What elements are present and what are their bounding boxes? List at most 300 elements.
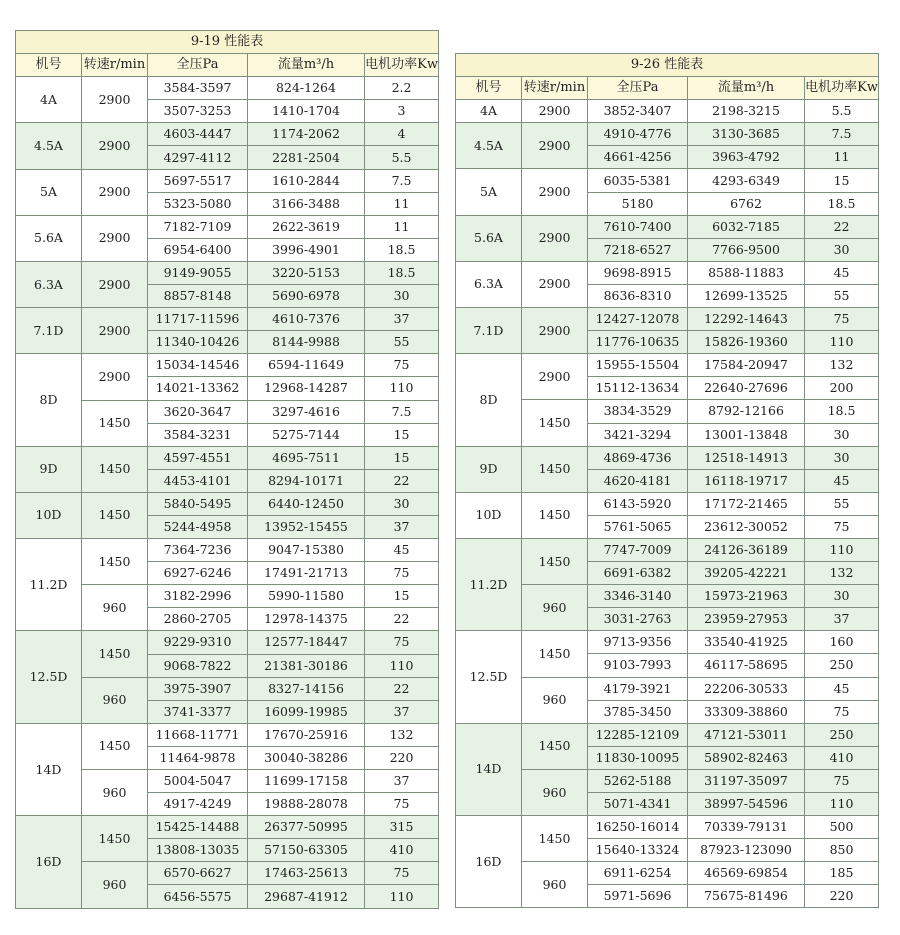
model-cell: 9D (16, 446, 82, 492)
table-title-row (16, 31, 439, 54)
flow-cell: 38997-54596 (688, 793, 805, 816)
power-cell: 75 (805, 769, 879, 792)
power-cell: 45 (805, 261, 879, 284)
pressure-cell: 7747-7009 (588, 538, 688, 561)
column-header: 流量m³/h (248, 54, 365, 77)
model-cell: 5A (456, 169, 522, 215)
table-row (456, 100, 879, 123)
power-cell: 75 (365, 354, 439, 377)
speed-cell: 2900 (82, 354, 148, 400)
model-cell: 16D (16, 816, 82, 908)
pressure-cell: 4620-4181 (588, 469, 688, 492)
pressure-cell: 4869-4736 (588, 446, 688, 469)
column-header: 流量m³/h (688, 77, 805, 100)
flow-cell: 8327-14156 (248, 677, 365, 700)
power-cell: 37 (365, 700, 439, 723)
power-cell: 410 (805, 746, 879, 769)
speed-cell: 1450 (82, 400, 148, 446)
power-cell: 110 (365, 377, 439, 400)
power-cell: 45 (805, 469, 879, 492)
power-cell: 2.2 (365, 77, 439, 100)
power-cell: 220 (365, 746, 439, 769)
power-cell: 5.5 (805, 100, 879, 123)
table-row (16, 123, 439, 146)
table-row (456, 631, 879, 654)
flow-cell: 19888-28078 (248, 793, 365, 816)
flow-cell: 11699-17158 (248, 770, 365, 793)
pressure-cell: 3507-3253 (148, 100, 248, 123)
power-cell: 185 (805, 862, 879, 885)
flow-cell: 6032-7185 (688, 215, 805, 238)
flow-cell: 22206-30533 (688, 677, 805, 700)
flow-cell: 3996-4901 (248, 238, 365, 261)
column-header: 全压Pa (148, 54, 248, 77)
power-cell: 18.5 (805, 192, 879, 215)
pressure-cell: 4597-4551 (148, 446, 248, 469)
power-cell: 30 (805, 585, 879, 608)
speed-cell: 2900 (82, 169, 148, 215)
pressure-cell: 15425-14488 (148, 816, 248, 839)
speed-cell: 1450 (522, 723, 588, 769)
pressure-cell: 11668-11771 (148, 723, 248, 746)
flow-cell: 6440-12450 (248, 492, 365, 515)
pressure-cell: 5323-5080 (148, 192, 248, 215)
speed-cell: 2900 (522, 100, 588, 123)
flow-cell: 8588-11883 (688, 261, 805, 284)
pressure-cell: 6143-5920 (588, 492, 688, 515)
table-row (456, 215, 879, 238)
speed-cell: 2900 (82, 77, 148, 123)
column-header: 转速r/min (82, 54, 148, 77)
speed-cell: 2900 (522, 308, 588, 354)
power-cell: 7.5 (365, 169, 439, 192)
flow-cell: 7766-9500 (688, 238, 805, 261)
column-header: 全压Pa (588, 77, 688, 100)
model-cell: 10D (456, 492, 522, 538)
power-cell: 22 (365, 469, 439, 492)
power-cell: 110 (805, 538, 879, 561)
model-cell: 6.3A (456, 261, 522, 307)
power-cell: 315 (365, 816, 439, 839)
pressure-cell: 12427-12078 (588, 308, 688, 331)
power-cell: 11 (365, 192, 439, 215)
pressure-cell: 4453-4101 (148, 469, 248, 492)
flow-cell: 58902-82463 (688, 746, 805, 769)
speed-cell: 2900 (522, 169, 588, 215)
pressure-cell: 4603-4447 (148, 123, 248, 146)
power-cell: 22 (365, 677, 439, 700)
pressure-cell: 6570-6627 (148, 862, 248, 885)
pressure-cell: 3852-3407 (588, 100, 688, 123)
pressure-cell: 9698-8915 (588, 261, 688, 284)
pressure-cell: 9068-7822 (148, 654, 248, 677)
pressure-cell: 9103-7993 (588, 654, 688, 677)
flow-cell: 3220-5153 (248, 261, 365, 284)
pressure-cell: 15955-15504 (588, 354, 688, 377)
power-cell: 30 (805, 423, 879, 446)
flow-cell: 12968-14287 (248, 377, 365, 400)
table-row (456, 538, 879, 561)
power-cell: 75 (365, 862, 439, 885)
power-cell: 30 (365, 285, 439, 308)
pressure-cell: 4910-4776 (588, 123, 688, 146)
flow-cell: 3166-3488 (248, 192, 365, 215)
header-row (456, 77, 879, 100)
power-cell: 22 (805, 215, 879, 238)
pressure-cell: 5180 (588, 192, 688, 215)
power-cell: 110 (365, 654, 439, 677)
table-row (16, 631, 439, 654)
flow-cell: 8792-12166 (688, 400, 805, 423)
flow-cell: 15973-21963 (688, 585, 805, 608)
model-cell: 10D (16, 492, 82, 538)
pressure-cell: 8636-8310 (588, 284, 688, 307)
flow-cell: 29687-41912 (248, 885, 365, 908)
pressure-cell: 3421-3294 (588, 423, 688, 446)
pressure-cell: 6456-5575 (148, 885, 248, 908)
speed-cell: 1450 (82, 723, 148, 769)
flow-cell: 2622-3619 (248, 215, 365, 238)
column-header: 电机功率Kw (365, 54, 439, 77)
pressure-cell: 9149-9055 (148, 261, 248, 284)
table-row (456, 723, 879, 746)
flow-cell: 46117-58695 (688, 654, 805, 677)
pressure-cell: 3346-3140 (588, 585, 688, 608)
model-cell: 5.6A (456, 215, 522, 261)
pressure-cell: 14021-13362 (148, 377, 248, 400)
model-cell: 4.5A (456, 123, 522, 169)
flow-cell: 16118-19717 (688, 469, 805, 492)
power-cell: 37 (365, 515, 439, 538)
speed-cell: 2900 (522, 261, 588, 307)
flow-cell: 23959-27953 (688, 608, 805, 631)
table-row (16, 215, 439, 238)
power-cell: 18.5 (365, 238, 439, 261)
power-cell: 30 (365, 492, 439, 515)
table-row (16, 446, 439, 469)
power-cell: 15 (365, 423, 439, 446)
pressure-cell: 11776-10635 (588, 331, 688, 354)
model-cell: 12.5D (16, 631, 82, 723)
pressure-cell: 7364-7236 (148, 539, 248, 562)
pressure-cell: 6035-5381 (588, 169, 688, 192)
power-cell: 45 (365, 539, 439, 562)
power-cell: 110 (365, 885, 439, 908)
pressure-cell: 3031-2763 (588, 608, 688, 631)
flow-cell: 2281-2504 (248, 146, 365, 169)
flow-cell: 4695-7511 (248, 446, 365, 469)
power-cell: 410 (365, 839, 439, 862)
power-cell: 15 (365, 446, 439, 469)
flow-cell: 70339-79131 (688, 816, 805, 839)
pressure-cell: 6691-6382 (588, 562, 688, 585)
model-cell: 7.1D (456, 308, 522, 354)
pressure-cell: 3584-3597 (148, 77, 248, 100)
pressure-cell: 9229-9310 (148, 631, 248, 654)
table-row (16, 77, 439, 100)
speed-cell: 1450 (522, 816, 588, 862)
model-cell: 8D (456, 354, 522, 446)
pressure-cell: 3741-3377 (148, 700, 248, 723)
pressure-cell: 2860-2705 (148, 608, 248, 631)
model-cell: 4A (456, 100, 522, 123)
power-cell: 4 (365, 123, 439, 146)
model-cell: 12.5D (456, 631, 522, 723)
table-row (16, 354, 439, 377)
power-cell: 160 (805, 631, 879, 654)
speed-cell: 1450 (82, 816, 148, 862)
pressure-cell: 4661-4256 (588, 146, 688, 169)
pressure-cell: 4297-4112 (148, 146, 248, 169)
flow-cell: 39205-42221 (688, 562, 805, 585)
flow-cell: 1174-2062 (248, 123, 365, 146)
flow-cell: 46569-69854 (688, 862, 805, 885)
power-cell: 75 (805, 308, 879, 331)
pressure-cell: 12285-12109 (588, 723, 688, 746)
pressure-cell: 7182-7109 (148, 215, 248, 238)
speed-cell: 1450 (522, 446, 588, 492)
table-row (16, 816, 439, 839)
pressure-cell: 3584-3231 (148, 423, 248, 446)
table-row (16, 261, 439, 284)
flow-cell: 1610-2844 (248, 169, 365, 192)
pressure-cell: 4917-4249 (148, 793, 248, 816)
flow-cell: 87923-123090 (688, 839, 805, 862)
table-title-row (456, 54, 879, 77)
power-cell: 132 (365, 723, 439, 746)
flow-cell: 17491-21713 (248, 562, 365, 585)
speed-cell: 2900 (82, 308, 148, 354)
power-cell: 7.5 (805, 123, 879, 146)
model-cell: 6.3A (16, 261, 82, 307)
pressure-cell: 5071-4341 (588, 793, 688, 816)
flow-cell: 12978-14375 (248, 608, 365, 631)
table-row (16, 723, 439, 746)
flow-cell: 3297-4616 (248, 400, 365, 423)
model-cell: 11.2D (456, 538, 522, 630)
flow-cell: 47121-53011 (688, 723, 805, 746)
flow-cell: 24126-36189 (688, 538, 805, 561)
speed-cell: 2900 (82, 123, 148, 169)
power-cell: 55 (365, 331, 439, 354)
flow-cell: 2198-3215 (688, 100, 805, 123)
pressure-cell: 3785-3450 (588, 700, 688, 723)
speed-cell: 1450 (82, 539, 148, 585)
flow-cell: 21381-30186 (248, 654, 365, 677)
table-row (16, 308, 439, 331)
table-9-19 (15, 30, 439, 909)
pressure-cell: 15640-13324 (588, 839, 688, 862)
column-header: 机号 (456, 77, 522, 100)
pressure-cell: 5971-5696 (588, 885, 688, 908)
flow-cell: 6594-11649 (248, 354, 365, 377)
model-cell: 14D (456, 723, 522, 815)
pressure-cell: 6927-6246 (148, 562, 248, 585)
pressure-cell: 5244-4958 (148, 515, 248, 538)
speed-cell: 960 (82, 585, 148, 631)
table-row (456, 816, 879, 839)
model-cell: 4A (16, 77, 82, 123)
pressure-cell: 6911-6254 (588, 862, 688, 885)
flow-cell: 4610-7376 (248, 308, 365, 331)
table-row (456, 354, 879, 377)
speed-cell: 1450 (522, 400, 588, 446)
flow-cell: 8294-10171 (248, 469, 365, 492)
table-row (16, 539, 439, 562)
pressure-cell: 5840-5495 (148, 492, 248, 515)
flow-cell: 15826-19360 (688, 331, 805, 354)
pressure-cell: 11717-11596 (148, 308, 248, 331)
flow-cell: 12292-14643 (688, 308, 805, 331)
speed-cell: 960 (82, 770, 148, 816)
pressure-cell: 15112-13634 (588, 377, 688, 400)
pressure-cell: 9713-9356 (588, 631, 688, 654)
speed-cell: 960 (522, 769, 588, 815)
speed-cell: 2900 (522, 123, 588, 169)
pressure-cell: 3182-2996 (148, 585, 248, 608)
model-cell: 5.6A (16, 215, 82, 261)
power-cell: 3 (365, 100, 439, 123)
pressure-cell: 6954-6400 (148, 238, 248, 261)
flow-cell: 17670-25916 (248, 723, 365, 746)
flow-cell: 17463-25613 (248, 862, 365, 885)
speed-cell: 1450 (522, 631, 588, 677)
pressure-cell: 3620-3647 (148, 400, 248, 423)
pressure-cell: 3834-3529 (588, 400, 688, 423)
pressure-cell: 5262-5188 (588, 769, 688, 792)
power-cell: 30 (805, 446, 879, 469)
flow-cell: 23612-30052 (688, 515, 805, 538)
model-cell: 8D (16, 354, 82, 446)
power-cell: 30 (805, 238, 879, 261)
power-cell: 5.5 (365, 146, 439, 169)
flow-cell: 12518-14913 (688, 446, 805, 469)
table-row (456, 308, 879, 331)
power-cell: 75 (365, 562, 439, 585)
power-cell: 75 (365, 631, 439, 654)
power-cell: 110 (805, 331, 879, 354)
speed-cell: 960 (522, 862, 588, 908)
pressure-cell: 13808-13035 (148, 839, 248, 862)
model-cell: 16D (456, 816, 522, 908)
column-header: 转速r/min (522, 77, 588, 100)
column-header: 电机功率Kw (805, 77, 879, 100)
power-cell: 250 (805, 723, 879, 746)
power-cell: 220 (805, 885, 879, 908)
flow-cell: 33309-38860 (688, 700, 805, 723)
pressure-cell: 7218-6527 (588, 238, 688, 261)
power-cell: 7.5 (365, 400, 439, 423)
table-title: 9-19 性能表 (16, 31, 439, 54)
table-row (456, 261, 879, 284)
speed-cell: 1450 (522, 492, 588, 538)
power-cell: 37 (365, 770, 439, 793)
flow-cell: 1410-1704 (248, 100, 365, 123)
flow-cell: 4293-6349 (688, 169, 805, 192)
flow-cell: 6762 (688, 192, 805, 215)
pressure-cell: 11464-9878 (148, 746, 248, 769)
table-row (456, 169, 879, 192)
flow-cell: 33540-41925 (688, 631, 805, 654)
speed-cell: 960 (82, 862, 148, 908)
flow-cell: 17172-21465 (688, 492, 805, 515)
table-row (16, 169, 439, 192)
pressure-cell: 5761-5065 (588, 515, 688, 538)
speed-cell: 2900 (82, 215, 148, 261)
flow-cell: 824-1264 (248, 77, 365, 100)
speed-cell: 1450 (82, 446, 148, 492)
speed-cell: 2900 (522, 215, 588, 261)
pressure-cell: 5004-5047 (148, 770, 248, 793)
power-cell: 15 (365, 585, 439, 608)
power-cell: 75 (805, 515, 879, 538)
table-row (456, 492, 879, 515)
power-cell: 250 (805, 654, 879, 677)
power-cell: 55 (805, 284, 879, 307)
flow-cell: 5990-11580 (248, 585, 365, 608)
flow-cell: 12577-18447 (248, 631, 365, 654)
speed-cell: 960 (522, 677, 588, 723)
model-cell: 11.2D (16, 539, 82, 631)
power-cell: 18.5 (805, 400, 879, 423)
speed-cell: 1450 (82, 492, 148, 538)
pressure-cell: 7610-7400 (588, 215, 688, 238)
power-cell: 200 (805, 377, 879, 400)
pressure-cell: 5697-5517 (148, 169, 248, 192)
flow-cell: 30040-38286 (248, 746, 365, 769)
power-cell: 37 (365, 308, 439, 331)
model-cell: 4.5A (16, 123, 82, 169)
pressure-cell: 16250-16014 (588, 816, 688, 839)
flow-cell: 3963-4792 (688, 146, 805, 169)
pressure-cell: 4179-3921 (588, 677, 688, 700)
pressure-cell: 11830-10095 (588, 746, 688, 769)
power-cell: 850 (805, 839, 879, 862)
flow-cell: 17584-20947 (688, 354, 805, 377)
power-cell: 75 (805, 700, 879, 723)
flow-cell: 9047-15380 (248, 539, 365, 562)
model-cell: 9D (456, 446, 522, 492)
flow-cell: 13952-15455 (248, 515, 365, 538)
pressure-cell: 15034-14546 (148, 354, 248, 377)
pressure-cell: 3975-3907 (148, 677, 248, 700)
model-cell: 5A (16, 169, 82, 215)
flow-cell: 5275-7144 (248, 423, 365, 446)
table-title: 9-26 性能表 (456, 54, 879, 77)
flow-cell: 13001-13848 (688, 423, 805, 446)
speed-cell: 1450 (82, 631, 148, 677)
flow-cell: 31197-35097 (688, 769, 805, 792)
flow-cell: 16099-19985 (248, 700, 365, 723)
flow-cell: 5690-6978 (248, 285, 365, 308)
speed-cell: 960 (522, 585, 588, 631)
flow-cell: 3130-3685 (688, 123, 805, 146)
table-row (456, 446, 879, 469)
model-cell: 14D (16, 723, 82, 815)
power-cell: 22 (365, 608, 439, 631)
speed-cell: 1450 (522, 538, 588, 584)
power-cell: 75 (365, 793, 439, 816)
power-cell: 11 (805, 146, 879, 169)
flow-cell: 12699-13525 (688, 284, 805, 307)
power-cell: 11 (365, 215, 439, 238)
power-cell: 500 (805, 816, 879, 839)
table-9-26 (455, 53, 879, 908)
power-cell: 132 (805, 562, 879, 585)
model-cell: 7.1D (16, 308, 82, 354)
flow-cell: 75675-81496 (688, 885, 805, 908)
pressure-cell: 11340-10426 (148, 331, 248, 354)
